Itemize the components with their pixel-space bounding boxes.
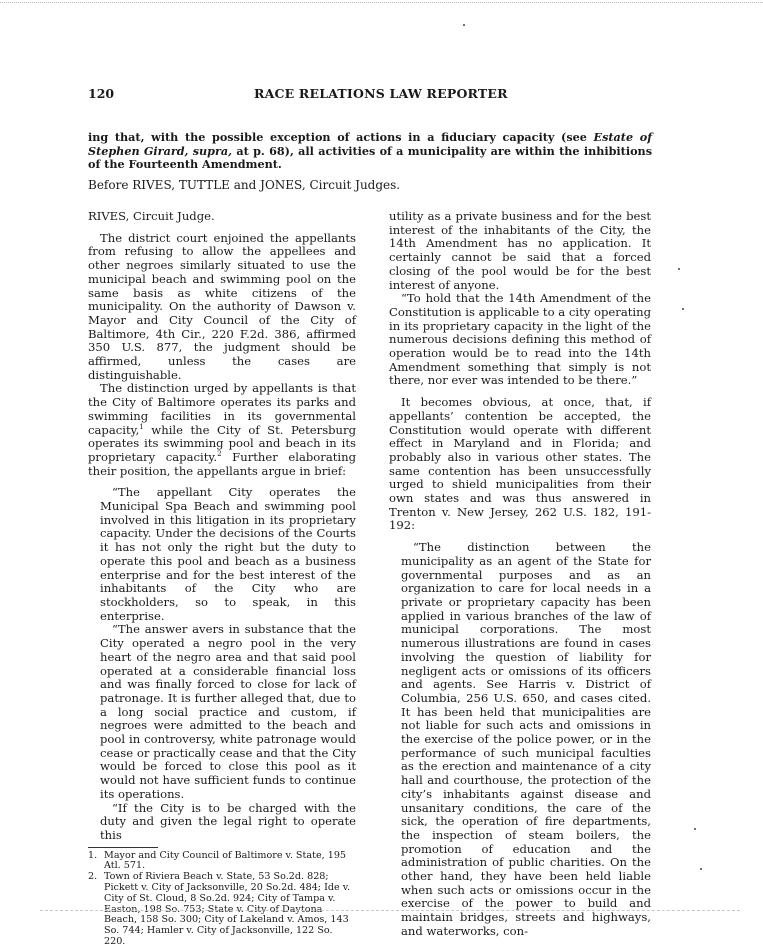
paragraph-text: Further elaborating their position, the appellants argue in brief: — [88, 449, 356, 478]
page-number: 120 — [88, 86, 115, 101]
block-quote — [389, 210, 651, 388]
scan-edge-bottom — [40, 910, 740, 911]
holding-text-1: ing that, with the possible exception of actions in a fiduciary capacity (see — [88, 130, 594, 144]
paragraph-text: while the City of St. Petersburg operates its swimming pool and beach in its proprietary capacity. — [88, 422, 356, 464]
holding-citation: Estate of Stephen Girard, supra, — [88, 130, 653, 158]
footnote-number: 2. — [88, 871, 98, 883]
quote-paragraph: “The answer avers in substance that the City operated a negro pool in the very heart of the negro area and that said pool operated at a considerable financial loss and was finally forced to close for lack of patronage. It is further alleged that, due to a long social practice and custom, if negroes were admitted to the beach and pool in controversy, white patronage would cease or practically cease and that the City would be forced to close this pool as it would not have sufficient funds to continue its operations. — [100, 622, 356, 801]
footnotes — [88, 851, 356, 948]
paragraph-text: The distinction urged by appellants is that the City of Baltimore operates its parks and swimming facilities in its governmental capacity, — [88, 381, 356, 437]
scan-speck — [678, 268, 680, 270]
footnote-text: Mayor and City Council of Baltimore v. State, 195 Atl. 571. — [104, 849, 347, 872]
right-column — [389, 210, 651, 939]
running-head: RACE RELATIONS LAW REPORTER — [254, 86, 508, 101]
block-quote — [88, 486, 356, 842]
holding-summary — [88, 131, 652, 172]
footnote-text: Town of Riviera Beach v. State, 53 So.2d. 828; Pickett v. City of Jacksonville, 20 So.2d. 484; Ide v. City of St. Cloud, 8 So.2d. 924; City of Tampa v. Easton, 198 So. 753; State v. City of Daytona Beach, 158 So. 300; City of Lakeland v. Amos, 143 So. 744; Hamler v. City of Jacksonville, 122 So. 220. — [104, 871, 351, 948]
quote-paragraph: “To hold that the 14th Amendment of the Constitution is applicable to a city operating in its proprietary capacity in the light of the numerous decisions defining this method of operation would be to read into the 14th Amendment something that simply is not there, nor ever was intended to be there.” — [389, 291, 651, 388]
scan-speck — [463, 24, 465, 26]
judges-line: Before RIVES, TUTTLE and JONES, Circuit Judges. — [88, 178, 401, 192]
scan-speck — [694, 828, 696, 830]
footnote-ref: 2 — [217, 450, 222, 459]
holding-text-2: at p. 68), all activities of a municipality are within the inhibitions of the Fourteenth Amendment. — [88, 143, 652, 171]
opinion-author: RIVES, Circuit Judge. — [88, 209, 215, 223]
paragraph: It becomes obvious, at once, that, if appellants’ contention be accepted, the Constitution would operate with different effect in Maryland and in Florida; and probably also in various other states. The same contention has been unsuccessfully urged to shield municipalities from their own states and was thus answered in Trenton v. New Jersey, 262 U.S. 182, 191-192: — [389, 395, 651, 533]
scan-speck — [700, 868, 702, 870]
footnote-ref: 1 — [139, 422, 144, 431]
footnote-number: 1. — [88, 849, 98, 861]
scan-speck — [682, 308, 684, 310]
paragraph: The district court enjoined the appellants from refusing to allow the appellees and other negroes similarly situated to use the municipal beach and swimming pool on the same basis as white citizens of the municipality. On the authority of Dawson v. Mayor and City Council of the City of Baltimore, 4th Cir., 220 F.2d. 386, affirmed 350 U.S. 877, the judgment should be affirmed, unless the cases are distinguishable. — [88, 230, 356, 382]
footnote — [88, 851, 356, 873]
footnote-rule — [88, 847, 158, 848]
quote-paragraph: “The distinction between the municipality as an agent of the State for governmental purposes and as an organization to care for local needs in a private or proprietary capacity has been applied in various branches of the law of municipal corporations. The most numerous illustrations are found in cases involving the question of liability for negligent acts or omissions of its officers and agents. See Harris v. District of Columbia, 256 U.S. 650, and cases cited. It has been held that municipalities are not liable for such acts and omissions in the exercise of the police power, or in the performance of such municipal faculties as the erection and maintenance of a city hall and courthouse, the protection of the city’s inhabitants against disease and unsanitary conditions, the care of the sick, the operation of fire departments, the inspection of steam boilers, the promotion of education and the administration of public charities. On the other hand, they have been held liable when such acts or omissions occur in the exercise of the power to build and maintain bridges, streets and highways, and waterworks, con- — [401, 540, 651, 938]
left-column — [88, 210, 356, 948]
scan-edge-top — [0, 2, 763, 3]
quote-paragraph: “The appellant City operates the Municipal Spa Beach and swimming pool involved in this litigation in its proprietary capacity. Under the decisions of the Courts it has not only the right but the duty to operate this pool and beach as a business enterprise and for the best interest of the inhabitants of the City who are stockholders, so to speak, in this enterprise. — [100, 485, 356, 623]
quote-paragraph: utility as a private business and for the best interest of the inhabitants of the City, the 14th Amendment has no application. It certainly cannot be said that a forced closing of the pool would be for the best interest of anyone. — [389, 209, 651, 292]
paragraph — [88, 382, 356, 478]
block-quote — [389, 541, 651, 938]
quote-paragraph: “If the City is to be charged with the duty and given the legal right to operate this — [100, 800, 356, 842]
page-header — [88, 86, 652, 102]
